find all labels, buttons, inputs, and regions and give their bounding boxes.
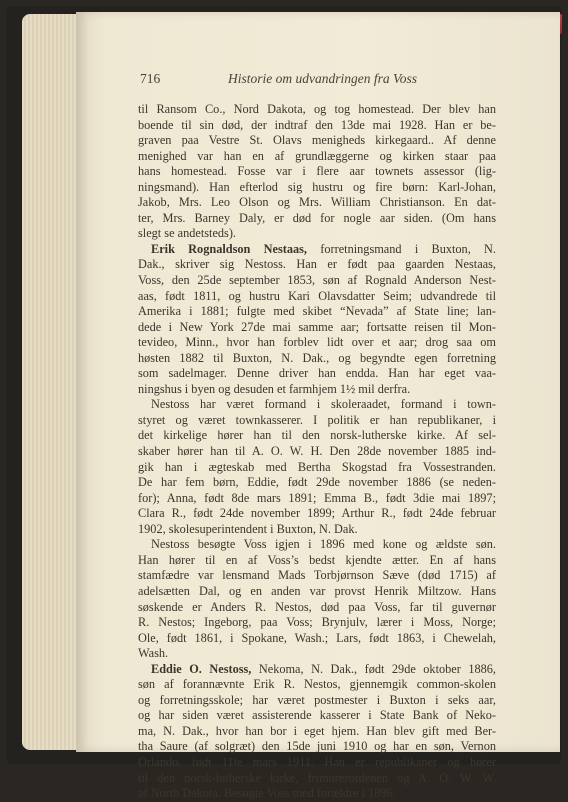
line-text: forretningsmand i Buxton, N. [307,241,496,256]
text-line [138,600,496,616]
text-line [138,693,496,709]
text-line [138,289,496,305]
line-text: til den norsk-lutherske kirke, frimurerordenen og A. O. W. W. [138,770,496,785]
text-line [138,460,496,476]
line-text: Orlando, født 11te mars 1911. Han er republikaner og hører [138,754,496,769]
line-text: tevideo, Minn., hvor han forblev lidt over et aar; drog saa om [138,335,496,350]
text-line [138,257,496,273]
text-line [138,428,496,444]
text-line [138,102,496,118]
text-line [138,646,496,662]
line-text: høsten 1882 til Buxton, N. Dak., og begyndte egen forretning [138,350,496,365]
line-text: adelsætten Dal, og en anden var provst Henrik Miltzow. Hans [138,583,496,598]
line-text: Amerika i 1881; fulgte med skibet “Nevada” af State line; lan- [138,304,496,319]
line-text: af North Dakota. Besøgte Voss med forældre i 1896. [138,786,396,801]
text-line [138,149,496,165]
text-line [138,537,496,553]
text-line [138,304,496,320]
text-line [138,226,496,242]
text-line [138,382,496,398]
line-text: søn af forannævnte Erik R. Nestos, gjennemgik common-skolen [138,677,496,692]
text-line [138,786,496,802]
text-line [138,180,496,196]
line-text: slegt se andetsteds). [138,226,237,241]
text-line [138,708,496,724]
text-line [138,335,496,351]
text-line [138,413,496,429]
text-line [138,351,496,367]
line-text: ter, Mrs. Barney Daly, er død for nogle aar siden. (Om hans [138,210,496,225]
running-title: Historie om udvandringen fra Voss [228,71,417,86]
running-header [140,71,420,91]
line-text: Nestoss har været formand i skoleraadet, formand i town- [151,397,496,412]
entry-name: Erik Rognaldson Nestaas, [151,241,308,256]
line-text: 1902, skolesuperintendent i Buxton, N. Dak. [138,521,358,536]
text-line [138,397,496,413]
line-text: ma, N. Dak., hvor han bor i eget hjem. Han blev gift med Ber- [138,723,496,738]
text-line [138,724,496,740]
line-text: og har siden været assisterende kasserer i State Bank of Neko- [138,708,496,723]
line-text: Voss, den 25de september 1853, søn af Rognald Anderson Nest- [138,273,496,288]
text-line [138,273,496,289]
line-text: styret og været townkasserer. I politik er han republikaner, i [138,412,496,427]
text-line [138,444,496,460]
line-text: som sadelmager. Denne driver han endda. Han har eget vaa- [138,366,496,381]
line-text: dede i New York 27de mai samme aar; fortsatte reisen til Mon- [138,319,496,334]
text-line [138,677,496,693]
line-text: det kirkelige hører han til den norsk-lutherske kirke. Af sel- [138,428,496,443]
text-line [138,475,496,491]
entry-name: Eddie O. Nestoss, [151,661,252,676]
line-text: menighed var han en af grundlæggerne og kirken staar paa [138,148,496,163]
text-line [138,195,496,211]
text-line [138,164,496,180]
line-text: Wash. [138,646,169,661]
line-text: stamfædre var lensmand Mads Torbjørnson Sæve (død 1715) af [138,568,496,583]
text-line [138,118,496,134]
line-text: ningsmand). Han efterlod sig hustru og fire børn: Karl-Johan, [138,179,496,194]
line-text: boende til sin død, der indtraf den 13de mai 1928. Han er be- [138,117,496,132]
line-text: gik han i ægteskab med Bertha Skogstad fra Vossestranden. [138,459,496,474]
text-line [138,568,496,584]
line-text: ningshus i byen og desuden et farmhjem 1½ mil derfra. [138,381,411,396]
text-line [138,739,496,755]
body-text [138,102,496,802]
line-text: graven paa Vestre St. Olavs menigheds kirkegaard.. Af denne [138,133,496,148]
line-text: Nestoss besøgte Voss igjen i 1896 med kone og ældste søn. [151,537,496,552]
line-text: skaber hører han til A. O. W. H. Den 28de november 1885 ind- [138,444,496,459]
text-line [138,320,496,336]
line-text: De har fem børn, Eddie, født 29de november 1886 (se neden- [138,475,496,490]
text-line [138,366,496,382]
text-line [138,522,496,538]
line-text: R. Nestos; Ingeborg, paa Voss; Brynjulv, lærer i Moss, Norge; [138,615,496,630]
line-text: Nekoma, N. Dak., født 29de oktober 1886, [251,661,496,676]
text-line [138,553,496,569]
page-number: 716 [140,71,161,86]
line-text: Clara R., født 24de november 1899; Arthur R., født 24de februar [138,506,496,521]
text-line [138,584,496,600]
text-line [138,755,496,771]
text-line [138,491,496,507]
line-text: Han hører til en af Voss’s bedst kjendte ætter. En af hans [138,552,496,567]
text-line [138,133,496,149]
line-text: Dak., skriver sig Nestoss. Han er født paa gaarden Nestaas, [138,257,496,272]
text-line [138,506,496,522]
text-line [138,662,496,678]
line-text: for); Anna, født 8de mars 1891; Emma B., født 3die mai 1897; [138,490,496,505]
text-line [138,771,496,787]
line-text: hans homestead. Fosse var i flere aar townets assessor (lig- [138,164,496,179]
line-text: til Ransom Co., Nord Dakota, og tog homestead. Der blev han [138,102,496,116]
text-line [138,615,496,631]
text-line [138,211,496,227]
line-text: aas, født 1811, og hustru Kari Olavsdatter Seim; udvandrede til [138,288,496,303]
text-line [138,242,496,258]
line-text: Jakob, Mrs. Leo Olson og Mrs. William Christianson. En dat- [138,195,496,210]
line-text: og forretningsskole; har været postmester i Buxton i seks aar, [138,692,496,707]
line-text: søskende er Anders R. Nestos, død paa Voss, far til guvernør [138,599,496,614]
text-line [138,631,496,647]
line-text: Ole, født 1861, i Spokane, Wash.; Lars, født 1863, i Chewelah, [138,630,496,645]
line-text: tha Saure (af solgræt) den 15de juni 1910 og har en søn, Vernon [138,739,496,754]
